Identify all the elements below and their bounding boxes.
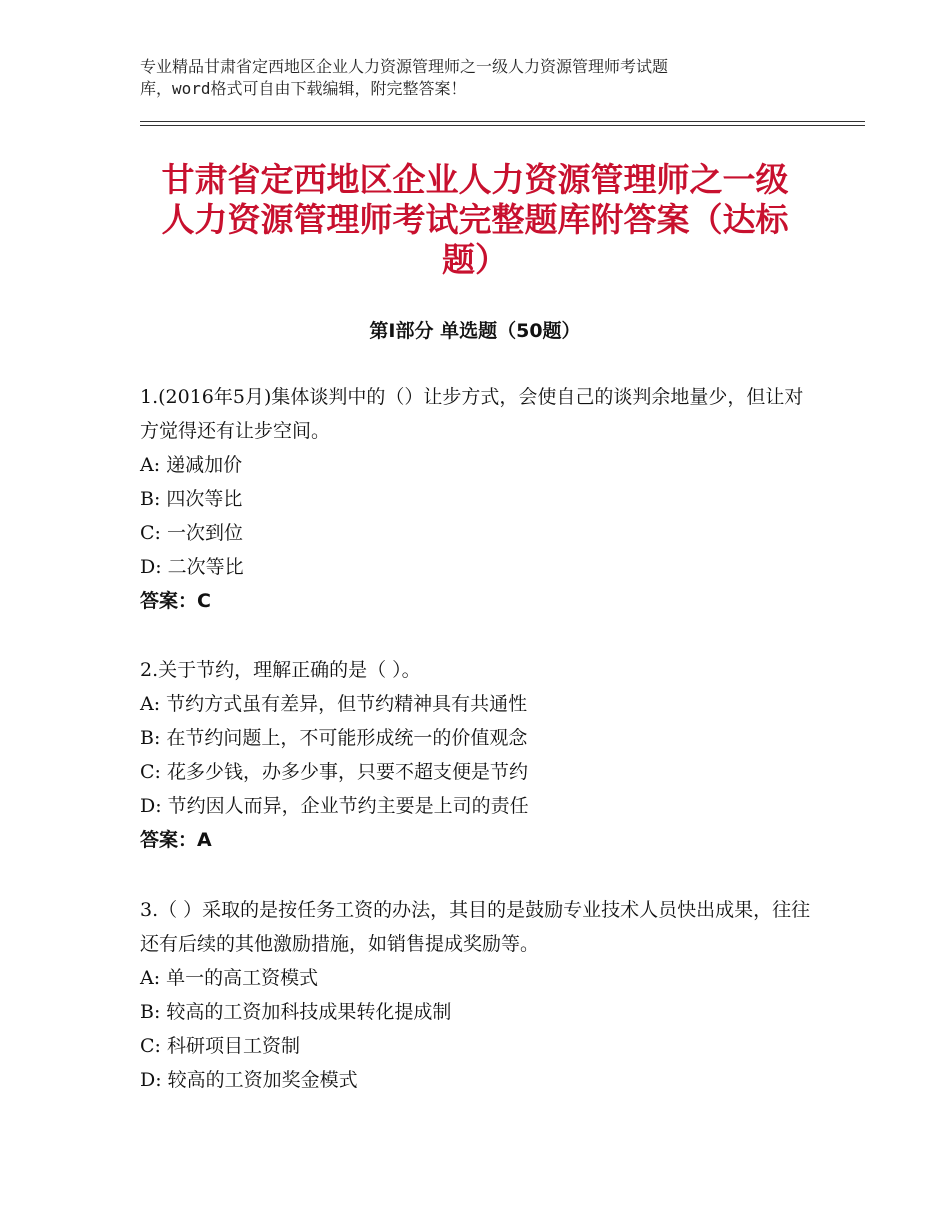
header-divider [140,125,865,126]
option-a: A: 节约方式虽有差异，但节约精神具有共通性 [140,693,528,715]
question-stem: 1.(2016年5月)集体谈判中的（）让步方式，会使自己的谈判余地量少，但让对方觉得还有让步空间。 [140,386,804,442]
option-c: C: 花多少钱，办多少事，只要不超支便是节约 [140,761,528,783]
question-stem: 3.（ ）采取的是按任务工资的办法，其目的是鼓励专业技术人员快出成果，往往还有后续的其他激励措施，如销售提成奖励等。 [140,899,811,955]
header-note-line: 库，word格式可自由下载编辑，附完整答案！ [140,79,467,98]
document-title-line: 人力资源管理师考试完整题库附答案（达标 [161,200,789,239]
document-title [130,160,820,280]
header-note-line: 专业精品甘肃省定西地区企业人力资源管理师之一级人力资源管理师考试题 [140,57,669,76]
option-a: A: 递减加价 [140,454,243,476]
question-3 [140,893,820,1097]
answer-line: 答案：A [140,829,212,851]
option-b: B: 较高的工资加科技成果转化提成制 [140,1001,452,1023]
option-d: D: 较高的工资加奖金模式 [140,1069,358,1091]
header-divider [140,121,865,122]
option-d: D: 节约因人而异，企业节约主要是上司的责任 [140,795,529,817]
document-title-line: 甘肃省定西地区企业人力资源管理师之一级 [161,160,789,199]
answer-line: 答案：C [140,590,211,612]
option-c: C: 一次到位 [140,522,243,544]
option-a: A: 单一的高工资模式 [140,967,319,989]
option-b: B: 四次等比 [140,488,243,510]
question-stem: 2.关于节约，理解正确的是（ ）。 [140,659,421,681]
option-c: C: 科研项目工资制 [140,1035,300,1057]
header-note [140,56,780,100]
section-title: 第Ⅰ部分 单选题（50题） [369,320,581,342]
question-1 [140,380,820,618]
option-b: B: 在节约问题上，不可能形成统一的价值观念 [140,727,528,749]
document-title-line: 题） [442,240,508,279]
option-d: D: 二次等比 [140,556,244,578]
question-2 [140,653,820,857]
